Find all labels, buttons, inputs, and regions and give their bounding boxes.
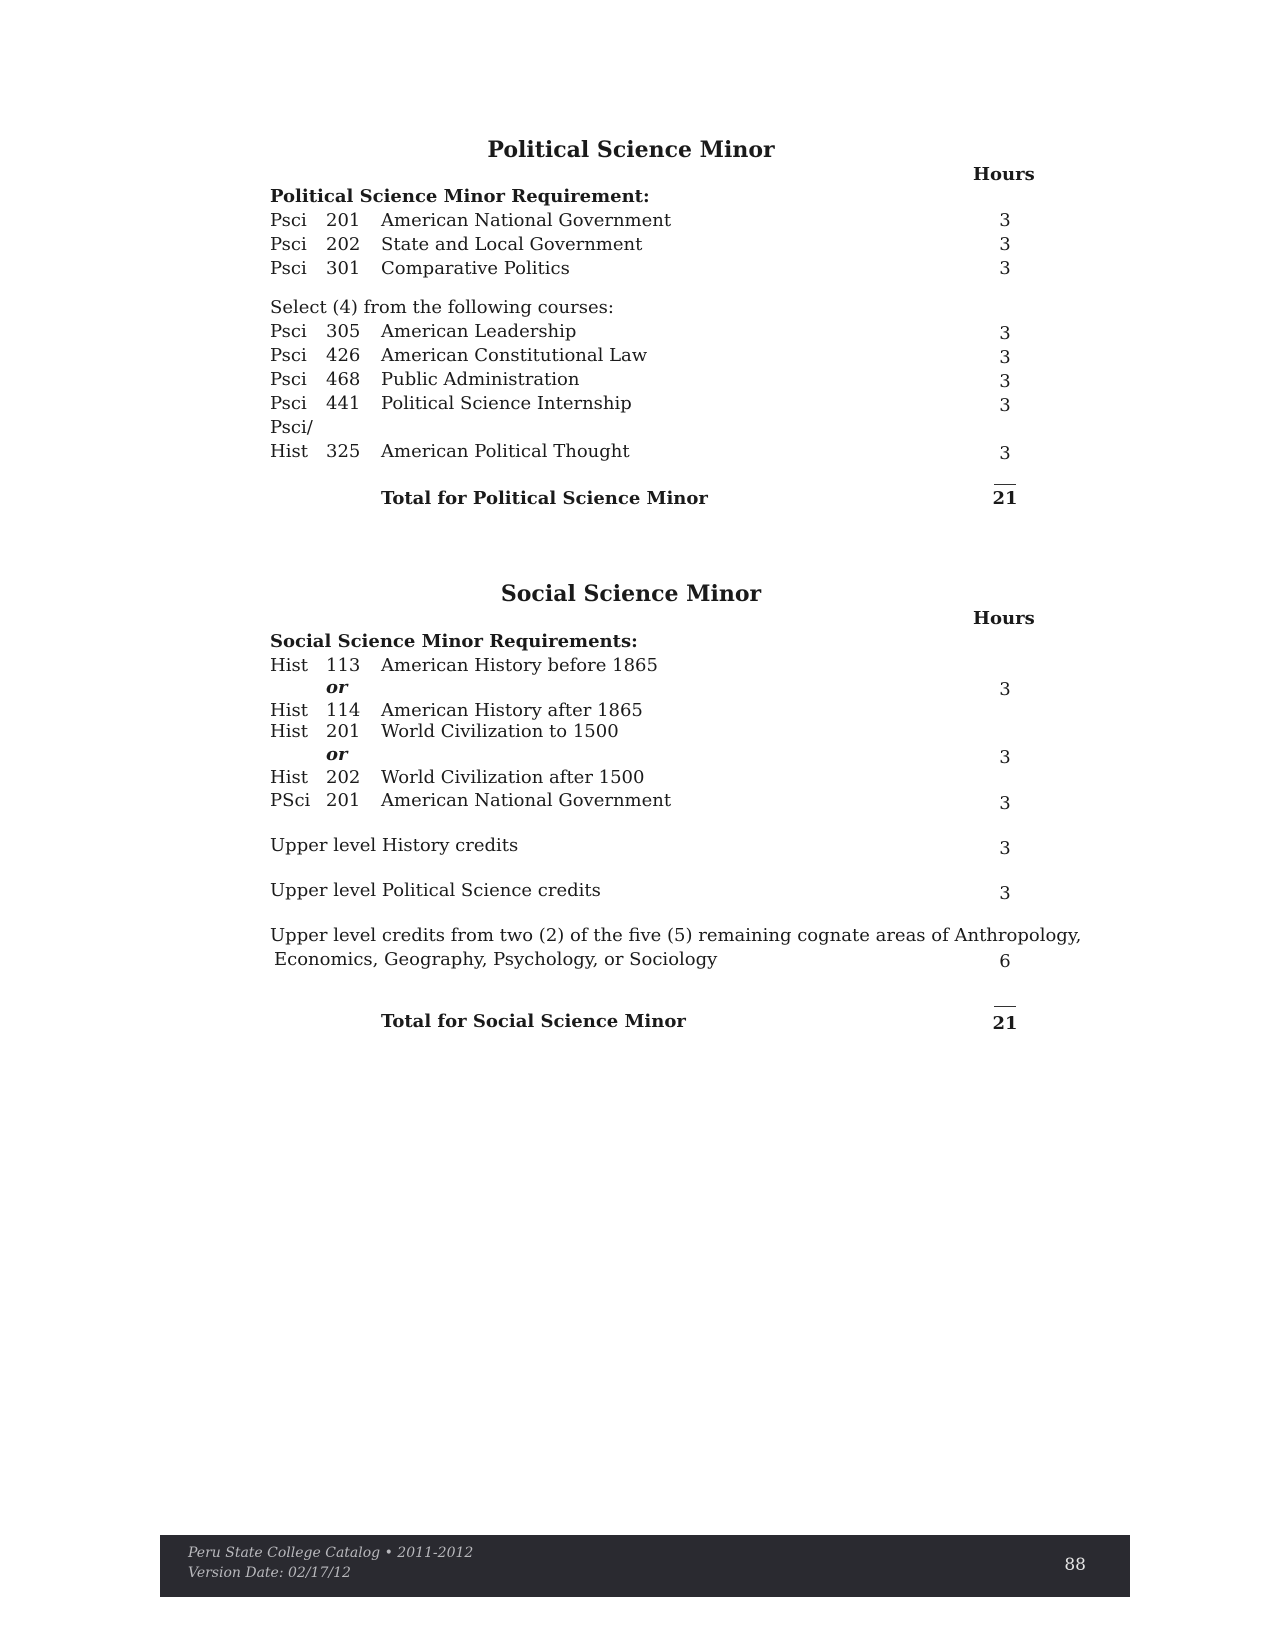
course-dept: Hist — [270, 767, 308, 788]
group-hours: 3 — [999, 679, 1011, 700]
course-number: 201 — [326, 721, 361, 742]
course-number: 202 — [326, 767, 361, 788]
course-name: American National Government — [381, 790, 672, 811]
political-total-label: Total for Political Science Minor — [381, 488, 708, 509]
course-number: 202 — [326, 234, 361, 255]
course-number: 114 — [326, 700, 361, 721]
course-dept: Psci — [270, 345, 307, 366]
political-select-text: Select (4) from the following courses: — [270, 297, 614, 318]
or-connector: or — [326, 677, 348, 698]
course-number: 325 — [326, 441, 361, 462]
course-name: World Civilization after 1500 — [381, 767, 645, 788]
course-dept: Psci — [270, 321, 307, 342]
course-number: 201 — [326, 790, 361, 811]
course-hours: 3 — [999, 210, 1011, 231]
course-hours: 3 — [999, 258, 1011, 279]
course-name: American Leadership — [381, 321, 577, 342]
page-footer — [160, 1535, 1130, 1597]
course-number: 305 — [326, 321, 361, 342]
course-hours: 3 — [999, 395, 1011, 416]
social-total-value: 21 — [992, 1013, 1018, 1034]
course-dept: Psci — [270, 234, 307, 255]
course-name: American History before 1865 — [381, 655, 658, 676]
course-name: Political Science Internship — [381, 393, 632, 414]
political-hours-header: Hours — [973, 164, 1035, 185]
social-requirement-heading: Social Science Minor Requirements: — [270, 631, 638, 652]
course-name: State and Local Government — [381, 234, 643, 255]
course-dept: Psci — [270, 210, 307, 231]
upper-polisci-hours: 3 — [999, 883, 1011, 904]
course-number: 301 — [326, 258, 361, 279]
upper-history-hours: 3 — [999, 838, 1011, 859]
course-number: 426 — [326, 345, 361, 366]
course-dept: Hist — [270, 721, 308, 742]
cognate-text-line1: Upper level credits from two (2) of the five (5) remaining cognate areas of Anthropology, — [270, 925, 1082, 946]
course-name: American Constitutional Law — [381, 345, 648, 366]
or-connector: or — [326, 744, 348, 765]
upper-history-text: Upper level History credits — [270, 835, 519, 856]
course-hours: 3 — [999, 371, 1011, 392]
page-number: 88 — [1064, 1555, 1086, 1575]
course-hours: 3 — [999, 234, 1011, 255]
course-dept: Psci/ — [270, 417, 313, 438]
social-hours-header: Hours — [973, 608, 1035, 629]
course-name: Public Administration — [381, 369, 580, 390]
course-dept: Psci — [270, 369, 307, 390]
social-minor-title: Social Science Minor — [500, 581, 762, 607]
cognate-hours: 6 — [999, 951, 1011, 972]
social-total-label: Total for Social Science Minor — [381, 1011, 686, 1032]
course-name: Comparative Politics — [381, 258, 570, 279]
course-dept: Psci — [270, 393, 307, 414]
total-rule — [994, 1006, 1016, 1007]
course-number: 468 — [326, 369, 361, 390]
course-name: American History after 1865 — [381, 700, 643, 721]
upper-polisci-text: Upper level Political Science credits — [270, 880, 601, 901]
footer-version-date: Version Date: 02/17/12 — [188, 1565, 351, 1581]
course-number: 441 — [326, 393, 361, 414]
course-number: 201 — [326, 210, 361, 231]
course-dept: PSci — [270, 790, 311, 811]
course-dept: Hist — [270, 700, 308, 721]
footer-catalog-title: Peru State College Catalog • 2011-2012 — [188, 1545, 474, 1561]
course-hours: 3 — [999, 347, 1011, 368]
course-hours: 3 — [999, 443, 1011, 464]
political-minor-title: Political Science Minor — [487, 137, 775, 163]
course-name: American National Government — [381, 210, 672, 231]
political-total-value: 21 — [992, 488, 1018, 509]
course-name: American Political Thought — [381, 441, 630, 462]
course-dept: Hist — [270, 655, 308, 676]
course-hours: 3 — [999, 793, 1011, 814]
course-dept: Psci — [270, 258, 307, 279]
course-hours: 3 — [999, 323, 1011, 344]
course-name: World Civilization to 1500 — [381, 721, 619, 742]
cognate-text-line2: Economics, Geography, Psychology, or Sociology — [274, 949, 718, 970]
political-requirement-heading: Political Science Minor Requirement: — [270, 186, 650, 207]
total-rule — [994, 484, 1016, 485]
group-hours: 3 — [999, 747, 1011, 768]
course-number: 113 — [326, 655, 361, 676]
course-dept-second-line: Hist — [270, 441, 308, 462]
